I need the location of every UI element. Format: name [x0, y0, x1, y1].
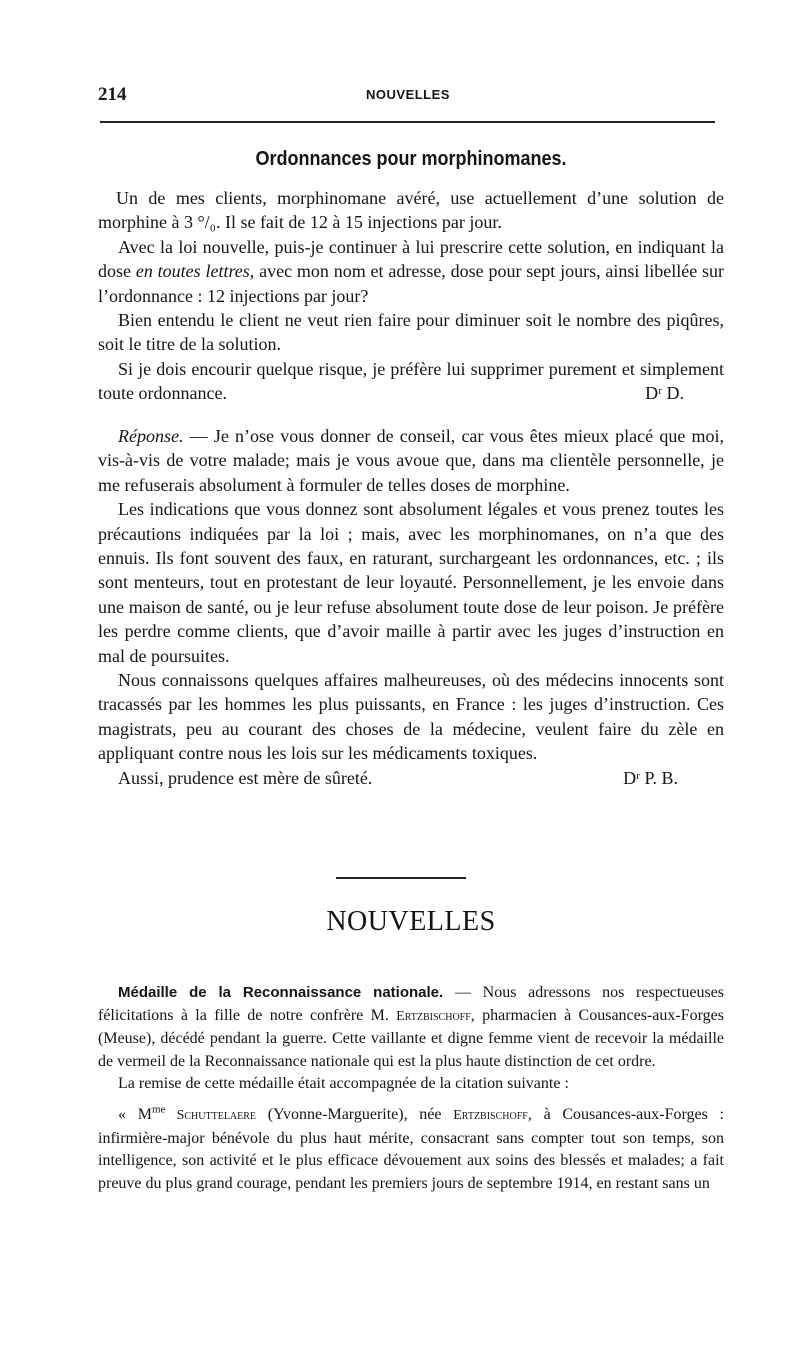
news-section: [98, 982, 724, 1195]
person-name: Ertzbischoff: [453, 1107, 528, 1123]
question-signature: Dʳ D.: [645, 383, 684, 404]
article-title: Ordonnances pour morphinomanes.: [255, 148, 567, 170]
page-number: 214: [98, 84, 127, 105]
header-rule: [100, 121, 715, 123]
news-section-title: NOUVELLES: [326, 906, 496, 937]
news-paragraph: Médaille de la Reconnaissance nationale. — Nous adressons nos respectueuses félicitations à la fille de notre confrère M. Ertzbischoff, pharmacien à Cousances-aux-Forges (Meuse), décédé pendant la guerre. Cette vaillante et digne femme vient de recevoir la médaille de vermeil de la Reconnaissance nationale qui est la plus haute distinction de cet ordre.: [98, 984, 724, 1070]
person-name: Ertzbischoff: [396, 1008, 471, 1024]
answer-paragraph: Aussi, prudence est mère de sûreté. Dʳ P. B.: [98, 766, 724, 790]
answer-label: Réponse.: [118, 426, 184, 446]
section-separator: [336, 877, 466, 879]
answer-paragraph: Les indications que vous donnez sont absolument légales et vous prenez toutes les précautions indiquées par la loi ; mais, avec les morphinomanes, on n’a que des ennuis. Ils font souvent des faux, en raturant, surchargeant les ordonnances, etc. ; ils sont menteurs, tout en protestant de leur loyauté. Personnellement, je les envoie dans une maison de santé, ou je leur refuse absolument toute dose de leur poison. Je préfère les perdre comme clients, que d’avoir maille à partir avec les juges d’instruction en mal de poursuites.: [98, 499, 724, 666]
page-header: [98, 84, 718, 114]
citation-paragraph: « $M^{me}$ Schuttelaere (Yvonne-Marguerite), née Ertzbischoff, à Cousances-aux-Forges : infirmière-major bénévole du plus haut mérite, consacrant sans compter tout son temps, son intelligence, son activité et le plus efficace dévouement aux soins des blessés et malades; a fait preuve du plus grand courage, pendant les premiers jours de septembre 1914, en restant sans un: [98, 1103, 724, 1192]
question-paragraph: Si je dois encourir quelque risque, je préfère lui supprimer purement et simplement toute ordonnance. Dʳ D.: [98, 357, 724, 406]
question-paragraph: Un de mes clients, morphinomane avéré, use actuellement d’une solution de morphine à 3 °/₀. Il se fait de 12 à 15 injections par jour.: [98, 188, 724, 233]
news-paragraph: La remise de cette médaille était accompagnée de la citation suivante :: [118, 1075, 569, 1093]
running-title: NOUVELLES: [366, 87, 450, 102]
answer-paragraph: Réponse. — Je n’ose vous donner de conseil, car vous êtes mieux placé que moi, vis-à-vis de votre malade; mais je vous avoue que, dans ma clientèle personnelle, je me refuserais absolument à formuler de telles doses de morphine.: [98, 426, 724, 495]
person-name: Schuttelaere: [165, 1107, 257, 1123]
answer-signature: Dʳ P. B.: [623, 767, 678, 788]
news-headline: Médaille de la Reconnaissance nationale.: [118, 984, 444, 1001]
answer-paragraph: Nous connaissons quelques affaires malheureuses, où des médecins innocents sont tracassés par les hommes les plus puissants, en France : les juges d’instruction. Ces magistrats, peu au courant des choses de la médecine, veulent faire du zèle en appliquant contre nous les lois sur les médicaments toxiques.: [98, 670, 724, 764]
question-paragraph: Bien entendu le client ne veut rien faire pour diminuer soit le nombre des piqûres, soit le titre de la solution.: [98, 310, 724, 355]
question-paragraph: Avec la loi nouvelle, puis-je continuer à lui prescrire cette solution, en indiquant la dose en toutes lettres, avec mon nom et adresse, dose pour sept jours, ainsi libellée sur l’ordonnance : 12 injections par jour?: [98, 236, 725, 306]
question-section: [98, 186, 724, 406]
emphasis-text: en toutes lettres: [135, 261, 250, 282]
answer-section: [98, 424, 724, 790]
